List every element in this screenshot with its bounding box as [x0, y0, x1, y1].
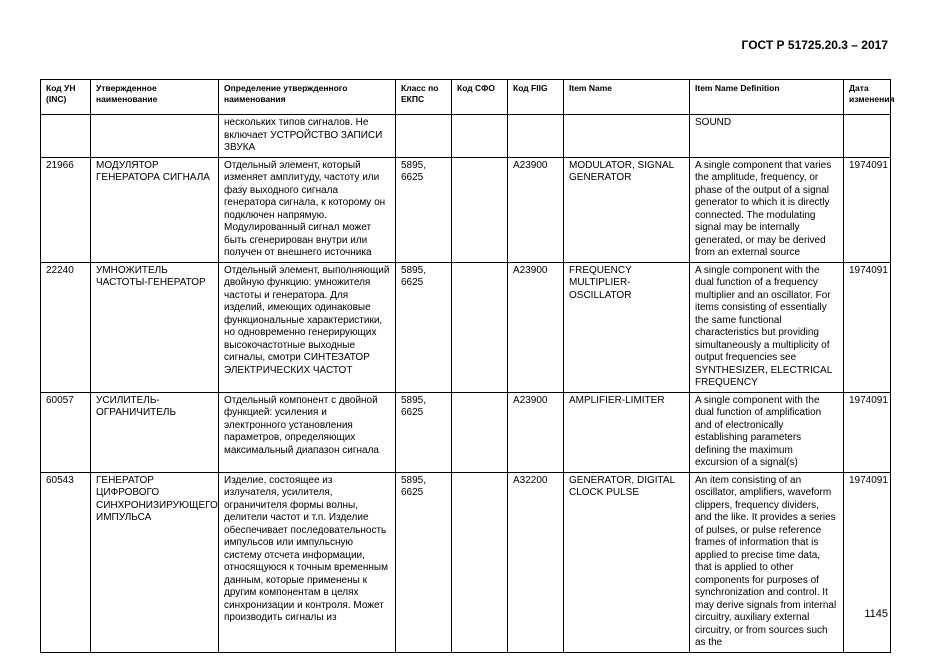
cell-name: УСИЛИТЕЛЬ-ОГРАНИЧИТЕЛЬ [91, 392, 219, 472]
cell-definition: Отдельный элемент, выполняющий двойную функцию: умножителя частоты и генератора. Для изделий, имеющих одинаковые функциональные характеристики, но одновременно генерирующих высокочастотные выходные сигналы, смотри СИНТЕЗАТОР ЭЛЕКТРИЧЕСКИХ ЧАСТОТ [219, 262, 396, 392]
header-name: Утвержденное наименование [91, 80, 219, 115]
table-row [41, 115, 891, 158]
cell-name: МОДУЛЯТОР ГЕНЕРАТОРА СИГНАЛА [91, 157, 219, 262]
cell-date: 1974091 [844, 262, 891, 392]
header-code: Код УН (INC) [41, 80, 91, 115]
document-header: ГОСТ Р 51725.20.3 – 2017 [741, 38, 888, 52]
cell-item-definition: SOUND [690, 115, 844, 158]
cell-name: ГЕНЕРАТОР ЦИФРОВОГО СИНХРОНИЗИРУЮЩЕГО ИМПУЛЬСА [91, 472, 219, 652]
cell-item-definition: An item consisting of an oscillator, amplifiers, waveform clippers, frequency dividers, and the like. It provides a series of pulses, or pulse reference frames of information that is applied to precise time data, that is applied to other components for purposes of synchronization and control. It may derive signals from internal circuitry, auxiliary external circuitry, or from sources such as the [690, 472, 844, 652]
cell-class: 5895, 6625 [396, 392, 452, 472]
cell-item-definition: A single component with the dual function of a frequency multiplier and an oscillator. For items consisting of essentially the same functional characteristics but providing simultaneously a multiplicity of output frequencies see SYNTHESIZER, ELECTRICAL FREQUENCY [690, 262, 844, 392]
cell-code [41, 115, 91, 158]
cell-sfo [452, 472, 508, 652]
header-sfo: Код СФО [452, 80, 508, 115]
cell-sfo [452, 262, 508, 392]
header-date: Дата изменения [844, 80, 891, 115]
cell-fiig: A23900 [508, 392, 564, 472]
cell-class: 5895, 6625 [396, 472, 452, 652]
cell-fiig [508, 115, 564, 158]
cell-item-name: GENERATOR, DIGITAL CLOCK PULSE [564, 472, 690, 652]
items-table [40, 79, 895, 653]
cell-date [844, 115, 891, 158]
cell-sfo [452, 115, 508, 158]
cell-item-definition: A single component that varies the amplitude, frequency, or phase of the output of a signal generator to which it is directly connected. The modulating signal may be internally generated, or may be derived from an external source [690, 157, 844, 262]
table-row [41, 392, 891, 472]
cell-code: 60057 [41, 392, 91, 472]
header-class: Класс по ЕКПС [396, 80, 452, 115]
table-row [41, 262, 891, 392]
cell-definition: нескольких типов сигналов. Не включает УСТРОЙСТВО ЗАПИСИ ЗВУКА [219, 115, 396, 158]
cell-item-name: FREQUENCY MULTIPLIER-OSCILLATOR [564, 262, 690, 392]
cell-code: 22240 [41, 262, 91, 392]
header-item-name: Item Name [564, 80, 690, 115]
cell-date: 1974091 [844, 472, 891, 652]
table-row [41, 157, 891, 262]
cell-class [396, 115, 452, 158]
table-header-row [41, 80, 891, 115]
cell-definition: Изделие, состоящее из излучателя, усилителя, ограничителя формы волны, делители частот и т.п. Изделие обеспечивает последовательность импульсов или импульсную систему отсчета информации, относящуюся к точным временным данным, которые применены к другим компонентам в целях синхронизации и контроля. Может производить сигналы из [219, 472, 396, 652]
cell-item-name: AMPLIFIER-LIMITER [564, 392, 690, 472]
cell-fiig: A23900 [508, 262, 564, 392]
cell-item-name [564, 115, 690, 158]
cell-fiig: A23900 [508, 157, 564, 262]
cell-date: 1974091 [844, 157, 891, 262]
cell-class: 5895, 6625 [396, 262, 452, 392]
cell-item-name: MODULATOR, SIGNAL GENERATOR [564, 157, 690, 262]
cell-fiig: A32200 [508, 472, 564, 652]
header-definition: Определение утвержденного наименования [219, 80, 396, 115]
cell-sfo [452, 392, 508, 472]
cell-code: 60543 [41, 472, 91, 652]
cell-date: 1974091 [844, 392, 891, 472]
cell-name: УМНОЖИТЕЛЬ ЧАСТОТЫ-ГЕНЕРАТОР [91, 262, 219, 392]
table-row [41, 472, 891, 652]
page-number: 1145 [864, 608, 888, 620]
cell-definition: Отдельный компонент с двойной функцией: усиления и электронного установления параметров, определяющих максимальный диапазон сигнала [219, 392, 396, 472]
cell-sfo [452, 157, 508, 262]
cell-name [91, 115, 219, 158]
header-item-definition: Item Name Definition [690, 80, 844, 115]
cell-definition: Отдельный элемент, который изменяет амплитуду, частоту или фазу выходного сигнала генератора сигнала, к которому он подключен напрямую. Модулированный сигнал может быть сгенерирован внутри или получен от внешнего источника [219, 157, 396, 262]
header-fiig: Код FIIG [508, 80, 564, 115]
cell-code: 21966 [41, 157, 91, 262]
cell-class: 5895, 6625 [396, 157, 452, 262]
cell-item-definition: A single component with the dual function of amplification and of electronically establishing parameters defining the maximum excursion of a signal(s) [690, 392, 844, 472]
